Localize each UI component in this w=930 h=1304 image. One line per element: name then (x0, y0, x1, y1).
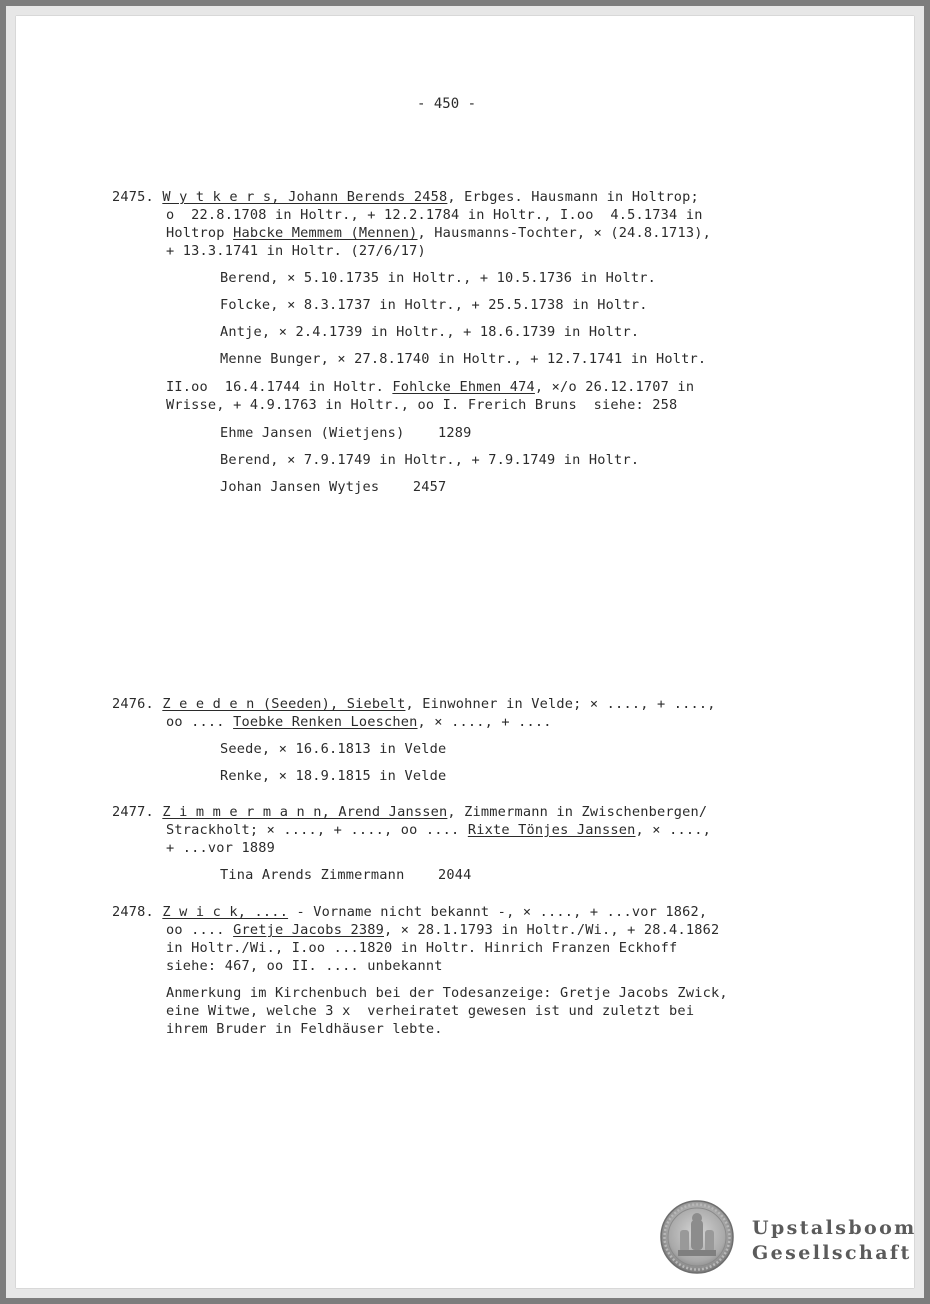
entry-text: Holtrop (166, 225, 234, 241)
child-item: Tina Arends Zimmermann 2044 (220, 867, 472, 883)
spouse-name: Gretje Jacobs 2389 (233, 922, 384, 938)
entry-number: 2477. (112, 804, 154, 820)
child-item: Berend, × 5.10.1735 in Holtr., + 10.5.1736 in Holtr. (220, 270, 656, 286)
child-item: Renke, × 18.9.1815 in Velde (220, 768, 447, 784)
entry-text: oo .... (166, 922, 234, 938)
entry-text: Strackholt; × ...., + ...., oo .... (166, 822, 468, 838)
child-item: Folcke, × 8.3.1737 in Holtr., + 25.5.1738 in Holtr. (220, 297, 648, 313)
entry-name: Z i m m e r m a n n, Arend Janssen (162, 804, 448, 820)
entry-number: 2475. (112, 189, 154, 205)
brand-line-1: Upstalsboom (752, 1217, 917, 1239)
entry-line (166, 378, 694, 396)
note-line: Anmerkung im Kirchenbuch bei der Todesanzeige: Gretje Jacobs Zwick, (166, 985, 728, 1001)
entry-text: , × 28.1.1793 in Holtr./Wi., + 28.4.1862 (384, 922, 720, 938)
entry-name: Z w i c k, .... (162, 904, 289, 920)
entry-header (112, 903, 707, 921)
entry-text: , Hausmanns-Tochter, × (24.8.1713), (417, 225, 711, 241)
child-item: Antje, × 2.4.1739 in Holtr., + 18.6.1739 in Holtr. (220, 324, 640, 340)
entry-name: Z e e d e n (Seeden), Siebelt (162, 696, 406, 712)
brand-line-2: Gesellschaft (752, 1242, 912, 1264)
entry-line (166, 713, 552, 731)
entry-text: oo .... (166, 714, 234, 730)
entry-line: + ...vor 1889 (166, 840, 275, 856)
entry-line (166, 921, 719, 939)
entry-header (112, 188, 699, 206)
entry-text: - Vorname nicht bekannt -, × ...., + ...vor 1862, (288, 904, 708, 920)
entry-line: siehe: 467, oo II. .... unbekannt (166, 958, 443, 974)
seal-logo-icon (660, 1200, 734, 1274)
note-line: ihrem Bruder in Feldhäuser lebte. (166, 1021, 443, 1037)
entry-text: II.oo 16.4.1744 in Holtr. (166, 379, 393, 395)
entry-line: Wrisse, + 4.9.1763 in Holtr., oo I. Frerich Bruns siehe: 258 (166, 397, 678, 413)
entry-line (166, 224, 711, 242)
entry-line: + 13.3.1741 in Holtr. (27/6/17) (166, 243, 426, 259)
entry-text: , Einwohner in Velde; × ...., + ...., (405, 696, 716, 712)
child-item: Seede, × 16.6.1813 in Velde (220, 741, 447, 757)
child-item: Johan Jansen Wytjes 2457 (220, 479, 447, 495)
child-item: Ehme Jansen (Wietjens) 1289 (220, 425, 472, 441)
child-item: Berend, × 7.9.1749 in Holtr., + 7.9.1749 in Holtr. (220, 452, 640, 468)
note-line: eine Witwe, welche 3 x verheiratet gewesen ist und zuletzt bei (166, 1003, 695, 1019)
entry-header (112, 695, 716, 713)
spouse-name: Habcke Memmem (Mennen) (233, 225, 418, 241)
spouse-name: Toebke Renken Loeschen (233, 714, 418, 730)
entry-line (166, 821, 711, 839)
entry-text: , ×/o 26.12.1707 in (534, 379, 695, 395)
entry-number: 2476. (112, 696, 154, 712)
entry-text: , Zimmermann in Zwischenbergen/ (447, 804, 708, 820)
entry-line: in Holtr./Wi., I.oo ...1820 in Holtr. Hinrich Franzen Eckhoff (166, 940, 678, 956)
entry-text: , Erbges. Hausmann in Holtrop; (447, 189, 699, 205)
spouse-name: Rixte Tönjes Janssen (467, 822, 636, 838)
entry-name: W y t k e r s, Johann Berends 2458 (162, 189, 448, 205)
page-number: - 450 - (417, 96, 477, 112)
spouse-name: Fohlcke Ehmen 474 (392, 379, 535, 395)
entry-text: , × ...., (635, 822, 711, 838)
entry-number: 2478. (112, 904, 154, 920)
entry-text: , × ...., + .... (417, 714, 552, 730)
entry-line: o 22.8.1708 in Holtr., + 12.2.1784 in Holtr., I.oo 4.5.1734 in (166, 207, 703, 223)
child-item: Menne Bunger, × 27.8.1740 in Holtr., + 12.7.1741 in Holtr. (220, 351, 707, 367)
entry-header (112, 803, 707, 821)
